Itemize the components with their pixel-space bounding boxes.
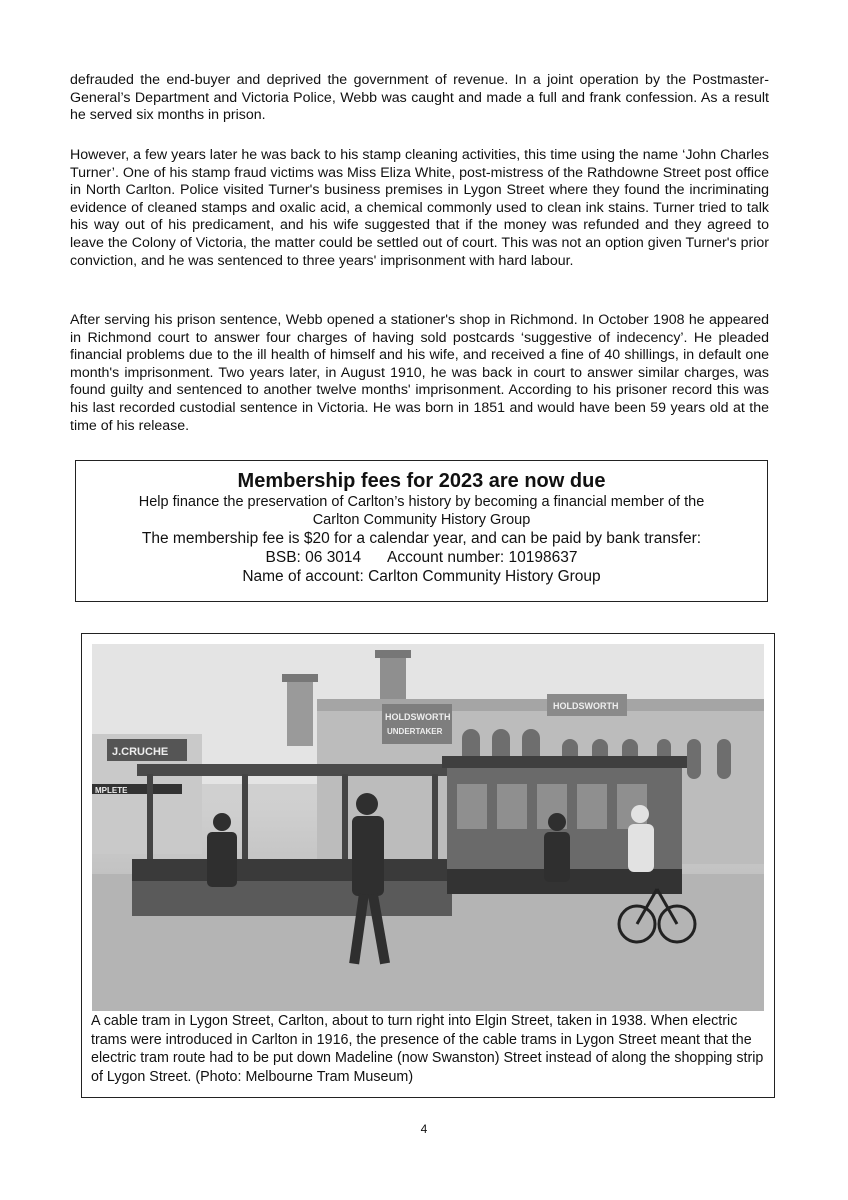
photo-caption: A cable tram in Lygon Street, Carlton, about to turn right into Elgin Street, taken in 1938. When electric trams were introduced in Carlton in 1916, the presence of the cable trams in Lygon Street meant that the electric tram route had to be put down Madeline (now Swanston) Street instead of along the shopping strip of Lygon Street. (Photo: Melbourne Tram Museum) xyxy=(91,1013,764,1085)
sign-undertaker: UNDERTAKER xyxy=(387,727,443,736)
fees-account-number: Account number: 10198637 xyxy=(387,549,578,566)
cable-tram-photo xyxy=(92,644,764,1011)
fees-title: Membership fees for 2023 are now due xyxy=(237,470,606,492)
fees-line-3: The membership fee is $20 for a calendar year, and can be paid by bank transfer: xyxy=(141,530,702,547)
body-paragraph-2: However, a few years later he was back to his stamp cleaning activities, this time using the name ‘John Charles Turner’. One of his stamp fraud victims was Miss Eliza White, post-mistress of the Rathdowne Street post office in North Carlton. Police visited Turner's business premises in Lygon Street where they found the incriminating evidence of cleaned stamps and oxalic acid, a chemical commonly used to clean ink stains. Turner tried to talk his way out of his predicament, and his wife suggested that if the money was refunded and they agreed to leave the Colony of Victoria, the matter could be settled out of court. This was not an option given Turner's prior conviction, and he was sentenced to three years' imprisonment with hard labour. xyxy=(70,147,769,269)
body-paragraph-3: After serving his prison sentence, Webb opened a stationer's shop in Richmond. In October 1908 he appeared in Richmond court to answer four charges of having sold postcards ‘suggestive of indecency’. He pleaded financial problems due to the ill health of himself and his wife, and received a fine of 40 shillings, in default one month's imprisonment. Two years later, in August 1910, he was back in court to answer similar charges, was found guilty and sentenced to another twelve months' imprisonment. According to his prisoner record this was his last recorded custodial sentence in Victoria. He was born in 1851 and would have been 59 years old at the time of his release. xyxy=(70,312,769,434)
body-paragraph-1: defrauded the end-buyer and deprived the government of revenue. In a joint operation by the Postmaster-General’s Department and Victoria Police, Webb was caught and made a full and frank confession. As a result he served six months in prison. xyxy=(70,72,769,124)
membership-fees-box xyxy=(75,460,768,602)
photo-figure xyxy=(81,633,775,1098)
sign-mplete: MPLETE xyxy=(95,786,128,795)
sign-holdsworth-left: HOLDSWORTH xyxy=(385,712,451,722)
fees-line-2: Carlton Community History Group xyxy=(312,512,531,528)
page-number: 4 xyxy=(420,1122,428,1136)
fees-bank-details xyxy=(76,548,767,567)
fees-bsb: BSB: 06 3014 xyxy=(265,549,362,566)
fees-line-1: Help finance the preservation of Carlton’s history by becoming a financial member of the xyxy=(138,494,705,510)
sign-holdsworth-right: HOLDSWORTH xyxy=(553,701,619,711)
fees-account-name: Name of account: Carlton Community History Group xyxy=(242,568,601,585)
sign-crucher: J.CRUCHE xyxy=(112,746,169,758)
